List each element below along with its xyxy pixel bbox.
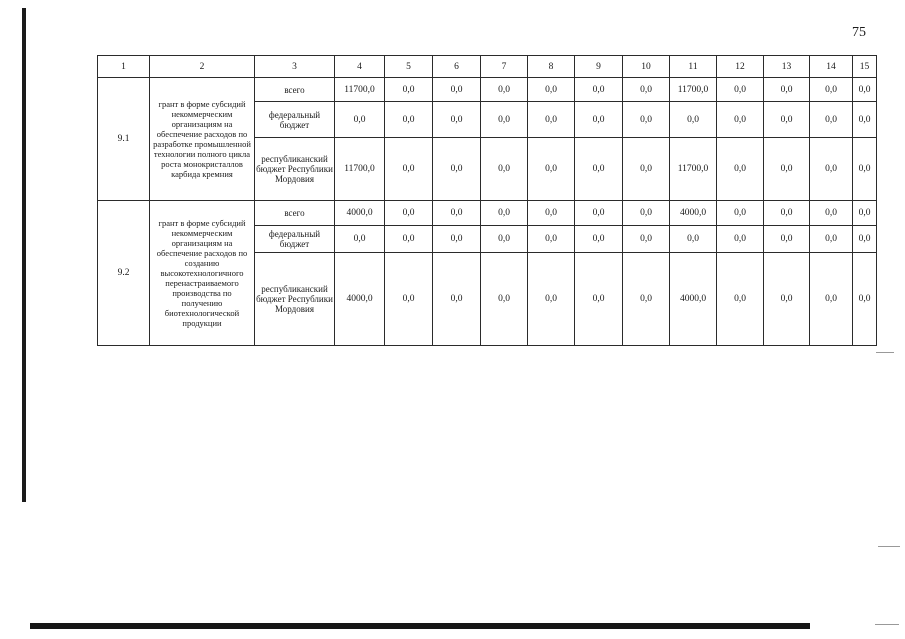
- value-cell: 0,0: [717, 78, 764, 102]
- value-cell: 0,0: [810, 225, 853, 252]
- value-cell: 0,0: [810, 102, 853, 137]
- row-id-cell: 9.2: [98, 201, 150, 346]
- value-cell: 0,0: [575, 102, 623, 137]
- value-cell: 0,0: [810, 253, 853, 346]
- value-cell: 0,0: [433, 225, 481, 252]
- column-number-cell: 14: [810, 56, 853, 78]
- description-cell: грант в форме субсидий некоммерческим организациям на обеспечение расходов по созданию высокотехнологичного перенастраиваемого производства по получению биотехнологической продукции: [150, 201, 255, 346]
- value-cell: 0,0: [623, 78, 670, 102]
- value-cell: 11700,0: [670, 137, 717, 201]
- scan-left-edge: [22, 8, 26, 502]
- value-cell: 0,0: [764, 78, 810, 102]
- column-number-cell: 12: [717, 56, 764, 78]
- value-cell: 0,0: [481, 102, 528, 137]
- value-cell: 0,0: [385, 137, 433, 201]
- funding-source-cell: федеральный бюджет: [255, 102, 335, 137]
- scan-speck: [878, 546, 900, 547]
- value-cell: 0,0: [433, 201, 481, 225]
- funding-source-cell: республиканский бюджет Республики Мордовия: [255, 253, 335, 346]
- value-cell: 0,0: [853, 78, 877, 102]
- value-cell: 4000,0: [335, 253, 385, 346]
- value-cell: 0,0: [433, 102, 481, 137]
- budget-table-body: [98, 56, 877, 346]
- value-cell: 0,0: [528, 201, 575, 225]
- value-cell: 0,0: [385, 201, 433, 225]
- column-number-cell: 5: [385, 56, 433, 78]
- column-number-cell: 15: [853, 56, 877, 78]
- value-cell: 0,0: [481, 253, 528, 346]
- value-cell: 0,0: [764, 201, 810, 225]
- table-row: [98, 201, 877, 225]
- value-cell: 0,0: [670, 225, 717, 252]
- value-cell: 0,0: [853, 201, 877, 225]
- value-cell: 0,0: [575, 201, 623, 225]
- column-number-cell: 1: [98, 56, 150, 78]
- scan-speck: [875, 624, 899, 625]
- column-number-cell: 10: [623, 56, 670, 78]
- value-cell: 4000,0: [670, 253, 717, 346]
- value-cell: 0,0: [853, 102, 877, 137]
- value-cell: 0,0: [853, 253, 877, 346]
- value-cell: 0,0: [764, 225, 810, 252]
- scan-bottom-edge: [30, 623, 810, 629]
- value-cell: 11700,0: [670, 78, 717, 102]
- value-cell: 0,0: [717, 253, 764, 346]
- page-number: 75: [852, 25, 866, 40]
- funding-source-cell: федеральный бюджет: [255, 225, 335, 252]
- value-cell: 0,0: [717, 137, 764, 201]
- column-number-cell: 6: [433, 56, 481, 78]
- value-cell: 0,0: [810, 201, 853, 225]
- value-cell: 0,0: [385, 102, 433, 137]
- value-cell: 11700,0: [335, 137, 385, 201]
- value-cell: 4000,0: [335, 201, 385, 225]
- column-number-cell: 2: [150, 56, 255, 78]
- value-cell: 0,0: [717, 225, 764, 252]
- value-cell: 4000,0: [670, 201, 717, 225]
- value-cell: 0,0: [433, 78, 481, 102]
- value-cell: 0,0: [528, 225, 575, 252]
- column-number-cell: 13: [764, 56, 810, 78]
- value-cell: 0,0: [481, 201, 528, 225]
- value-cell: 0,0: [670, 102, 717, 137]
- value-cell: 0,0: [481, 78, 528, 102]
- value-cell: 0,0: [764, 102, 810, 137]
- value-cell: 0,0: [764, 253, 810, 346]
- funding-source-cell: республиканский бюджет Республики Мордовия: [255, 137, 335, 201]
- value-cell: 11700,0: [335, 78, 385, 102]
- value-cell: 0,0: [764, 137, 810, 201]
- value-cell: 0,0: [623, 225, 670, 252]
- column-number-cell: 8: [528, 56, 575, 78]
- column-number-row: [98, 56, 877, 78]
- value-cell: 0,0: [481, 137, 528, 201]
- value-cell: 0,0: [623, 253, 670, 346]
- description-cell: грант в форме субсидий некоммерческим организациям на обеспечение расходов по разработке промышленной технологии полного цикла роста монокристаллов карбида кремния: [150, 78, 255, 201]
- value-cell: 0,0: [528, 253, 575, 346]
- value-cell: 0,0: [623, 102, 670, 137]
- value-cell: 0,0: [575, 137, 623, 201]
- scan-speck: [876, 352, 894, 353]
- table-row: [98, 78, 877, 102]
- funding-source-cell: всего: [255, 201, 335, 225]
- value-cell: 0,0: [528, 102, 575, 137]
- column-number-cell: 3: [255, 56, 335, 78]
- column-number-cell: 9: [575, 56, 623, 78]
- value-cell: 0,0: [717, 201, 764, 225]
- column-number-cell: 11: [670, 56, 717, 78]
- value-cell: 0,0: [623, 201, 670, 225]
- value-cell: 0,0: [575, 253, 623, 346]
- column-number-cell: 7: [481, 56, 528, 78]
- value-cell: 0,0: [528, 78, 575, 102]
- value-cell: 0,0: [433, 253, 481, 346]
- value-cell: 0,0: [575, 225, 623, 252]
- value-cell: 0,0: [385, 78, 433, 102]
- value-cell: 0,0: [385, 253, 433, 346]
- value-cell: 0,0: [810, 78, 853, 102]
- funding-source-cell: всего: [255, 78, 335, 102]
- row-id-cell: 9.1: [98, 78, 150, 201]
- value-cell: 0,0: [810, 137, 853, 201]
- value-cell: 0,0: [623, 137, 670, 201]
- value-cell: 0,0: [385, 225, 433, 252]
- value-cell: 0,0: [528, 137, 575, 201]
- value-cell: 0,0: [853, 225, 877, 252]
- value-cell: 0,0: [335, 102, 385, 137]
- value-cell: 0,0: [433, 137, 481, 201]
- value-cell: 0,0: [575, 78, 623, 102]
- value-cell: 0,0: [481, 225, 528, 252]
- value-cell: 0,0: [853, 137, 877, 201]
- value-cell: 0,0: [335, 225, 385, 252]
- value-cell: 0,0: [717, 102, 764, 137]
- column-number-cell: 4: [335, 56, 385, 78]
- budget-table: [97, 55, 877, 346]
